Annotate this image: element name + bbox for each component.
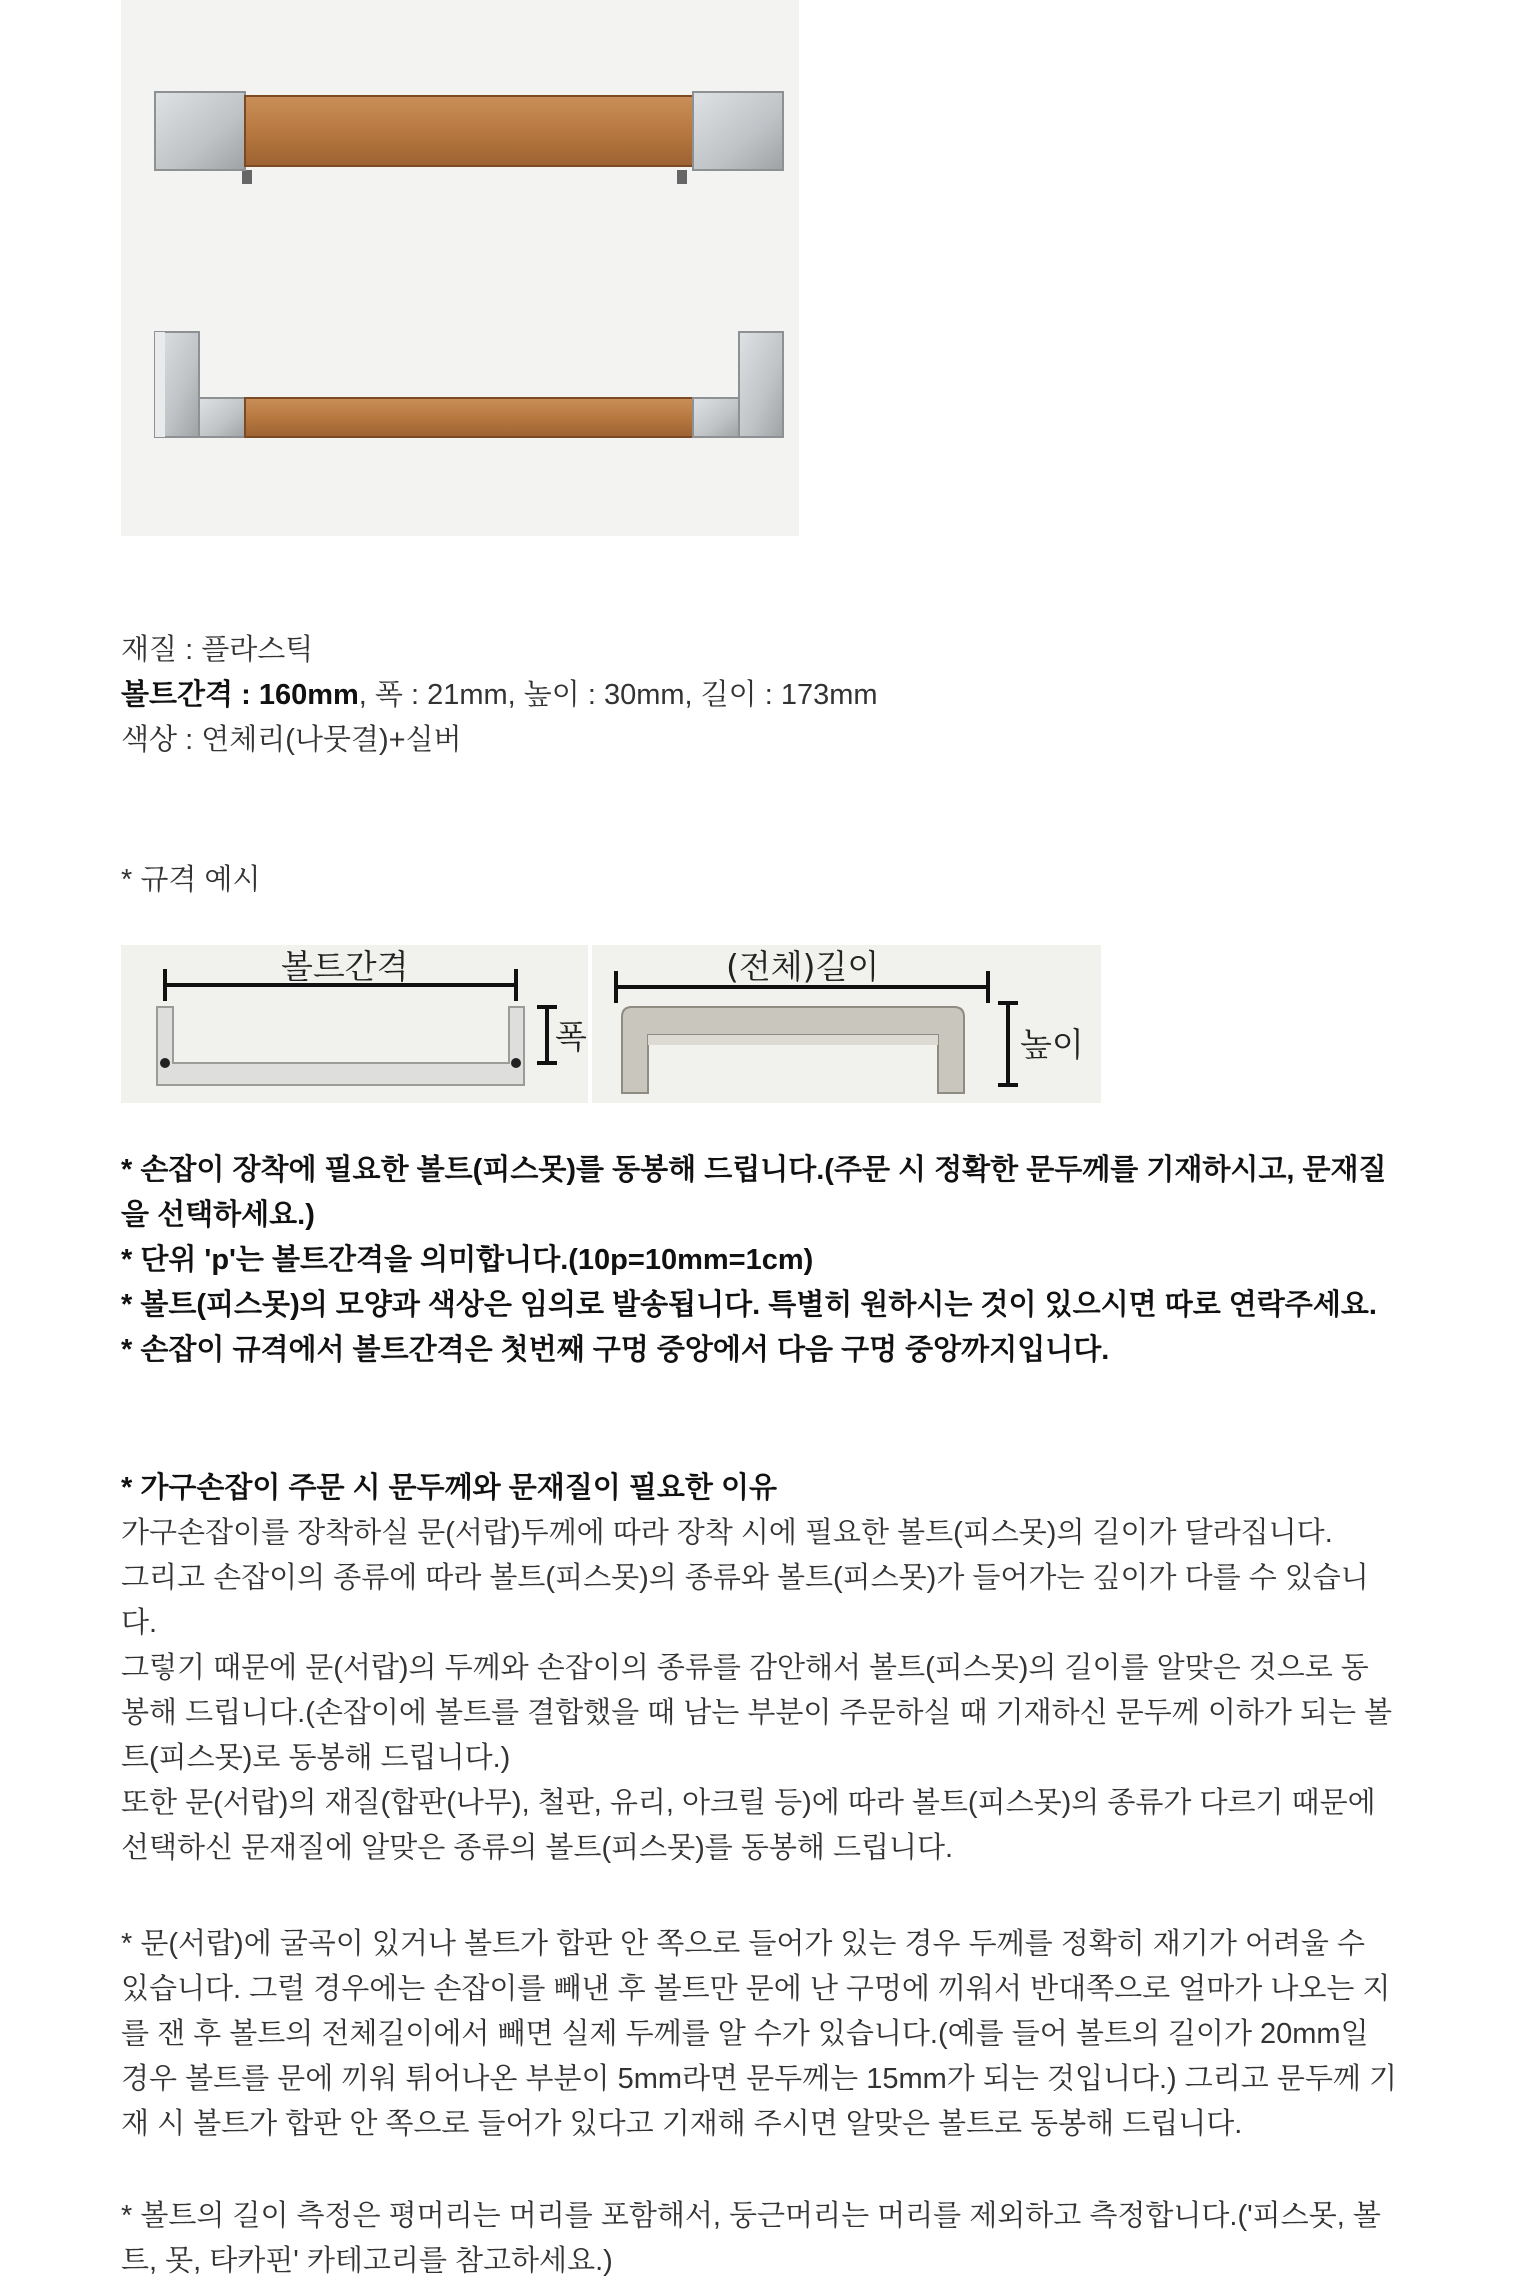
bolt-length-line: * 볼트의 길이 측정은 평머리는 머리를 포함해서, 둥근머리는 머리를 제외하고 측정합니다.('피스못, 볼 (121, 2200, 1381, 2232)
spec-diagram-total-length (592, 945, 1101, 1103)
note-line: * 볼트(피스못)의 모양과 색상은 임의로 발송됩니다. 특별히 원하시는 것이 있으시면 따로 연락주세요. (121, 1289, 1377, 1321)
measure-line: * 문(서랍)에 굴곡이 있거나 볼트가 합판 안 쪽으로 들어가 있는 경우 두께를 정확히 재기가 어려울 수 (121, 1928, 1366, 1960)
reason-section (121, 1466, 1421, 1871)
reason-line: 선택하신 문재질에 알맞은 종류의 볼트(피스못)를 동봉해 드립니다. (121, 1832, 954, 1864)
note-line: * 손잡이 장착에 필요한 볼트(피스못)를 동봉해 드립니다.(주문 시 정확한 문두께를 기재하시고, 문재질 (121, 1154, 1387, 1186)
reason-line: 또한 문(서랍)의 재질(합판(나무), 철판, 유리, 아크릴 등)에 따라 볼트(피스못)의 종류가 다르기 때문에 (121, 1787, 1376, 1819)
note-line: * 손잡이 규격에서 볼트간격은 첫번째 구멍 중앙에서 다음 구멍 중앙까지입니다. (121, 1334, 1110, 1366)
reason-line: 가구손잡이를 장착하실 문(서랍)두께에 따라 장착 시에 필요한 볼트(피스못)의 길이가 달라집니다. (121, 1517, 1333, 1549)
measure-line: 경우 볼트를 문에 끼워 튀어나온 부분이 5mm라면 문두께는 15mm가 되는 것입니다.) 그리고 문두께 기 (121, 2063, 1397, 2095)
material-line: 재질 : 플라스틱 (121, 634, 314, 666)
bolt-spacing-label: 볼트간격 (281, 947, 409, 986)
note-line: 을 선택하세요.) (121, 1199, 315, 1231)
color-line: 색상 : 연체리(나뭇결)+실버 (121, 724, 462, 756)
reason-line: 그리고 손잡이의 종류에 따라 볼트(피스못)의 종류와 볼트(피스못)가 들어가는 깊이가 다를 수 있습니 (121, 1562, 1369, 1594)
example-heading: * 규격 예시 (121, 864, 261, 896)
reason-line: 다. (121, 1607, 158, 1639)
measure-line: 를 잰 후 볼트의 전체길이에서 빼면 실제 두께를 알 수가 있습니다.(예를 들어 볼트의 길이가 20mm일 (121, 2018, 1369, 2050)
dimensions-rest: , 폭 : 21mm, 높이 : 30mm, 길이 : 173mm (358, 679, 878, 711)
bolt-length-section (121, 2194, 1421, 2284)
reason-line: 봉해 드립니다.(손잡이에 볼트를 결합했을 때 남는 부분이 주문하실 때 기재하신 문두께 이하가 되는 볼 (121, 1697, 1393, 1729)
measure-line: 재 시 볼트가 합판 안 쪽으로 들어가 있다고 기재해 주시면 알맞은 볼트로 동봉해 드립니다. (121, 2108, 1243, 2140)
measure-section (121, 1922, 1421, 2147)
notes-block (121, 1148, 1421, 1373)
reason-line: 그렇기 때문에 문(서랍)의 두께와 손잡이의 종류를 감안해서 볼트(피스못)의 길이를 알맞은 것으로 동 (121, 1652, 1369, 1684)
note-line: * 단위 'p'는 볼트간격을 의미합니다.(10p=10mm=1cm) (121, 1244, 814, 1276)
measure-line: 있습니다. 그럴 경우에는 손잡이를 빼낸 후 볼트만 문에 난 구멍에 끼워서 반대쪽으로 얼마가 나오는 지 (121, 1973, 1391, 2005)
reason-heading: * 가구손잡이 주문 시 문두께와 문재질이 필요한 이유 (121, 1472, 777, 1504)
reason-line: 트(피스못)로 동봉해 드립니다.) (121, 1742, 511, 1774)
spec-diagram-bolt-spacing (121, 945, 588, 1103)
product-photo (121, 0, 799, 536)
width-label: 폭 (555, 1017, 587, 1056)
bolt-spacing-spec: 볼트간격 : 160mm (121, 679, 359, 711)
total-length-label: (전체)길이 (726, 947, 880, 986)
specs-block (121, 628, 1421, 763)
height-label: 높이 (1020, 1025, 1084, 1064)
bolt-length-line: 트, 못, 타카핀' 카테고리를 참고하세요.) (121, 2245, 613, 2277)
dimensions-line (121, 673, 1421, 718)
